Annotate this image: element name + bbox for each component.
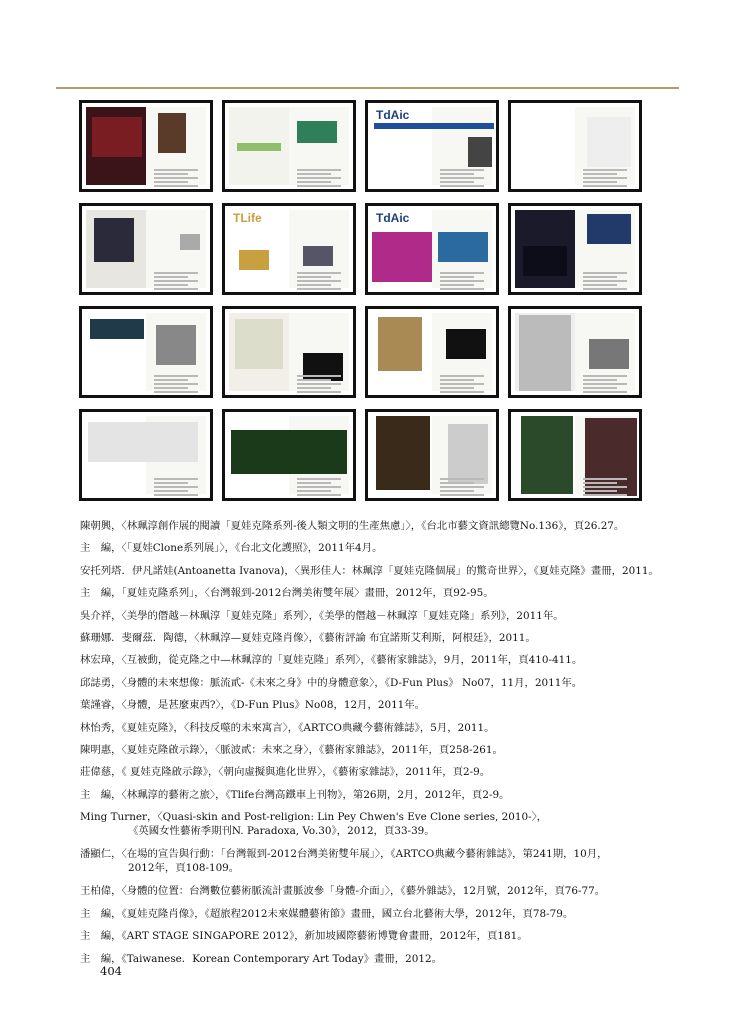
thumbnail-text-line — [154, 482, 188, 484]
thumbnail-text-line — [440, 272, 484, 274]
reference-item — [80, 627, 670, 649]
thumbnail-tdaic-webpage-2 — [365, 203, 499, 295]
reference-continuation: 《英國女性藝術季期刊N. Paradoxa, Vo.30》，2012，頁33-39。 — [128, 825, 435, 838]
thumbnail-text-line — [440, 375, 484, 377]
reference-text: 主 編，《夏娃克隆肖像》，《超旅程2012未來媒體藝術節》畫冊，國立台北藝術大學，2012年，頁78-79。 — [80, 907, 574, 920]
reference-text: 蘇珊娜．斐爾茲．陶德，〈林珮淳—夏娃克隆肖像〉，《藝術評論 布宜諾斯艾利斯，阿根廷》，2011。 — [80, 632, 536, 645]
thumbnail-text-line — [154, 280, 198, 282]
reference-text: 葉謹睿，〈身體，是甚麼東西?〉，《D-Fun Plus》No08，12月，2011年。 — [80, 699, 426, 712]
thumbnail-catalog-spread-text-green — [222, 100, 356, 192]
thumbnail-text-line — [583, 482, 617, 484]
thumbnail-text-line — [583, 276, 617, 278]
thumbnail-image-block — [521, 111, 567, 141]
reference-item — [80, 880, 670, 902]
thumbnail-image-block — [88, 422, 198, 462]
thumbnail-text-line — [440, 383, 484, 385]
reference-text: 陳朝興，〈林珮淳創作展的閱讀「夏娃克隆系列-後人類文明的生產焦慮」〉，《台北市藝文資訊總覽No.136》，頁26.27。 — [80, 520, 625, 532]
thumbnail-tdaic-webpage-1 — [365, 100, 499, 192]
thumbnail-image-block — [237, 143, 281, 151]
thumbnail-text-line — [154, 284, 188, 286]
reference-item — [80, 582, 670, 604]
thumbnail-text-line — [440, 288, 484, 290]
thumbnail-text-line — [440, 284, 474, 286]
reference-text: 主 編，《ART STAGE SINGAPORE 2012》，新加坡國際藝術博覽會畫冊，2012年，頁181。 — [80, 930, 528, 943]
thumbnail-text-line — [154, 169, 198, 171]
thumbnail-text-line — [154, 478, 198, 480]
thumbnail-text-line — [440, 280, 484, 282]
thumbnail-text-line — [154, 375, 198, 377]
reference-item — [80, 672, 670, 694]
thumbnail-text-line — [440, 379, 474, 381]
thumbnail-text-line — [583, 375, 627, 377]
thumbnail-text-line — [583, 391, 627, 393]
reference-item — [80, 784, 670, 806]
thumbnail-text-line — [297, 478, 341, 480]
thumbnail-text-line — [154, 173, 188, 175]
thumbnail-text-line — [297, 169, 341, 171]
thumbnail-text-line — [583, 272, 627, 274]
thumbnail-newspaper-green-figures — [222, 409, 356, 501]
reference-text: Ming Turner，〈Quasi-skin and Post-religion: Lin Pey Chwen's Eve Clone series, 2010-〉， — [80, 811, 548, 824]
reference-text: 林宏璋，〈互被動，從克隆之中—林珮淳的「夏娃克隆」系列〉，《藝術家雜誌》，9月，2011年，頁410-411。 — [80, 654, 583, 667]
thumbnail-text-line — [297, 272, 341, 274]
reference-continuation: 2012年，頁108-109。 — [128, 862, 240, 875]
thumbnail-text-line — [154, 272, 198, 274]
reference-item — [80, 761, 670, 783]
thumbnail-image-block — [585, 418, 637, 496]
thumbnail-text-line — [440, 173, 474, 175]
thumbnail-text-line — [440, 391, 484, 393]
reference-item — [80, 694, 670, 716]
thumbnail-grid — [79, 100, 641, 501]
thumbnail-image-block — [92, 117, 142, 157]
thumbnail-text-line — [154, 490, 188, 492]
thumbnail-text-line — [154, 383, 198, 385]
thumbnail-text-line — [154, 391, 198, 393]
reference-text: 主 編，《Taiwanese．Korean Contemporary Art Today》畫冊，2012。 — [80, 952, 442, 965]
thumbnail-text-line — [297, 383, 341, 385]
thumbnail-text-line — [583, 284, 617, 286]
thumbnail-yes-taiwan-magazine-spread — [365, 306, 499, 398]
reference-item — [80, 806, 670, 843]
reference-text: 主 編，〈林珮淳的藝術之旅〉，《Tlife台灣高鐵車上刊物》，第26期，2月，2012年，頁2-9。 — [80, 788, 510, 801]
reference-item — [80, 903, 670, 925]
reference-text: 主 編，〈「夏娃Clone系列展」〉，《台北文化護照》，2011年4月。 — [80, 542, 383, 555]
reference-item — [80, 605, 670, 627]
thumbnail-title: TdAic — [376, 211, 410, 225]
reference-item — [80, 948, 670, 970]
reference-text: 主 編，「夏娃克隆系列」，〈台灣報到-2012台灣美術雙年展〉畫冊，2012年，頁92-95。 — [80, 587, 494, 600]
thumbnail-text-line — [297, 288, 341, 290]
thumbnail-text-line — [583, 478, 627, 480]
thumbnail-text-line — [154, 185, 198, 187]
thumbnail-text-line — [440, 490, 474, 492]
thumbnail-text-line — [583, 494, 627, 496]
thumbnail-image-block — [372, 232, 432, 282]
reference-text: 吳介祥，〈美學的僭越－林珮淳「夏娃克隆」系列〉，《美學的僭越－林珮淳「夏娃克隆」系列》，2011年。 — [80, 609, 564, 622]
thumbnail-text-line — [583, 288, 627, 290]
thumbnail-text-line — [154, 494, 198, 496]
thumbnail-title: TdAic — [376, 108, 410, 122]
thumbnail-text-line — [297, 494, 341, 496]
thumbnail-text-line — [583, 185, 627, 187]
thumbnail-catalog-spread-photos — [222, 306, 356, 398]
reference-item — [80, 560, 670, 582]
thumbnail-catalog-spread-dark-blue — [508, 203, 642, 295]
thumbnail-image-block — [378, 317, 422, 371]
thumbnail-text-line — [583, 181, 617, 183]
thumbnail-text-line — [154, 288, 198, 290]
thumbnail-image-block — [231, 430, 347, 474]
reference-item — [80, 649, 670, 671]
thumbnail-text-line — [583, 490, 617, 492]
thumbnail-image-block — [587, 117, 631, 167]
thumbnail-catalog-spread-color-grid — [508, 409, 642, 501]
thumbnail-magazine-cover-spread — [365, 409, 499, 501]
reference-text: 莊偉慈，《 夏娃克隆啟示錄》，〈朝向虛擬與進化世界〉，《藝術家雜誌》，2011年，頁2-9。 — [80, 766, 491, 779]
thumbnail-text-line — [297, 177, 341, 179]
thumbnail-text-line — [297, 387, 331, 389]
reference-text: 王柏偉，〈身體的位置：台灣數位藝術脈流計畫脈波參「身體-介面」〉，《藝外雜誌》，12月號，2012年，頁76-77。 — [80, 885, 606, 898]
thumbnail-image-block — [297, 121, 337, 143]
thumbnail-text-line — [440, 276, 474, 278]
thumbnail-art-magazine-spread-figure — [508, 306, 642, 398]
top-rule — [56, 87, 679, 89]
thumbnail-text-line — [583, 383, 627, 385]
thumbnail-image-block — [468, 137, 492, 167]
thumbnail-text-line — [297, 375, 341, 377]
thumbnail-text-line — [583, 486, 627, 488]
thumbnail-text-line — [440, 177, 484, 179]
thumbnail-text-line — [583, 177, 627, 179]
thumbnail-text-line — [297, 379, 331, 381]
thumbnail-image-block — [589, 339, 629, 369]
thumbnail-text-line — [297, 280, 341, 282]
reference-text: 潘顯仁，〈在場的宣告與行動：「台灣報到-2012台灣美術雙年展」〉，《ARTCO典藏今藝術雜誌》，第241期，10月， — [80, 848, 608, 861]
thumbnail-text-line — [297, 490, 331, 492]
thumbnail-text-line — [440, 181, 474, 183]
reference-item — [80, 717, 670, 739]
reference-text: 陳明惠，〈夏娃克隆啟示錄〉，〈脈波貳：未來之身〉，《藝術家雜誌》，2011年，頁258-261。 — [80, 744, 503, 757]
thumbnail-image-block — [446, 329, 486, 359]
thumbnail-text-line — [440, 185, 484, 187]
thumbnail-text-line — [440, 486, 484, 488]
thumbnail-text-line — [297, 486, 341, 488]
reference-item — [80, 925, 670, 947]
thumbnail-text-line — [583, 173, 617, 175]
thumbnail-text-line — [297, 276, 331, 278]
references-list — [80, 515, 670, 970]
thumbnail-text-document-page — [508, 100, 642, 192]
thumbnail-text-line — [440, 169, 484, 171]
thumbnail-text-line — [583, 379, 617, 381]
thumbnail-catalog-spread-fish-portrait — [79, 203, 213, 295]
thumbnail-title: TLife — [233, 211, 262, 225]
reference-item — [80, 843, 670, 880]
thumbnail-image-block — [438, 232, 488, 262]
thumbnail-text-line — [440, 482, 474, 484]
thumbnail-image-block — [303, 246, 333, 266]
thumbnail-image-block — [587, 214, 631, 244]
thumbnail-image-block — [158, 113, 186, 153]
thumbnail-image-block — [521, 416, 573, 494]
thumbnail-newspaper-clipping — [79, 409, 213, 501]
thumbnail-image-block — [376, 416, 430, 490]
reference-text: 安托列塔．伊凡諾娃(Antoanetta Ivanova)，〈異形佳人：林珮淳「夏娃克隆個展」的驚奇世界〉，《夏娃克隆》畫冊，2011。 — [80, 564, 659, 577]
thumbnail-text-line — [297, 284, 331, 286]
thumbnail-text-line — [154, 387, 188, 389]
thumbnail-text-line — [154, 177, 198, 179]
thumbnail-text-line — [154, 276, 188, 278]
thumbnail-text-line — [440, 494, 484, 496]
thumbnail-image-block — [235, 319, 283, 369]
reference-item — [80, 537, 670, 559]
reference-item — [80, 739, 670, 761]
thumbnail-image-block — [94, 218, 134, 262]
thumbnail-image-block — [374, 123, 494, 129]
thumbnail-image-block — [523, 246, 567, 276]
page-number: 404 — [100, 964, 122, 978]
thumbnail-text-line — [583, 280, 627, 282]
thumbnail-image-block — [156, 325, 196, 365]
thumbnail-tlife-magazine-spread — [222, 203, 356, 295]
thumbnail-text-line — [440, 478, 484, 480]
thumbnail-text-line — [583, 387, 617, 389]
thumbnail-text-line — [297, 181, 331, 183]
reference-item — [80, 515, 670, 537]
thumbnail-image-block — [239, 250, 269, 270]
reference-text: 邱誌勇，〈身體的未來想像：脈流貳-《未來之身》中的身體意象〉，《D-Fun Plus》 No07，11月，2011年。 — [80, 676, 583, 689]
thumbnail-image-block — [180, 234, 200, 250]
thumbnail-text-line — [297, 482, 331, 484]
reference-text: 林怡秀，《夏娃克隆》，〈科技反噬的未來寓言〉，《ARTCO典藏今藝術雜誌》，5月，2011。 — [80, 721, 495, 734]
thumbnail-text-line — [297, 391, 341, 393]
thumbnail-text-line — [154, 486, 198, 488]
thumbnail-text-line — [297, 173, 331, 175]
thumbnail-text-line — [154, 379, 188, 381]
thumbnail-text-line — [154, 181, 188, 183]
thumbnail-image-block — [519, 315, 571, 391]
thumbnail-image-block — [90, 319, 144, 339]
thumbnail-image-block — [448, 424, 488, 484]
thumbnail-text-line — [583, 169, 627, 171]
thumbnail-catalog-spread-dark-red — [79, 100, 213, 192]
thumbnail-text-line — [440, 387, 474, 389]
thumbnail-text-line — [297, 185, 341, 187]
thumbnail-panoramic-magazine-spread — [79, 306, 213, 398]
